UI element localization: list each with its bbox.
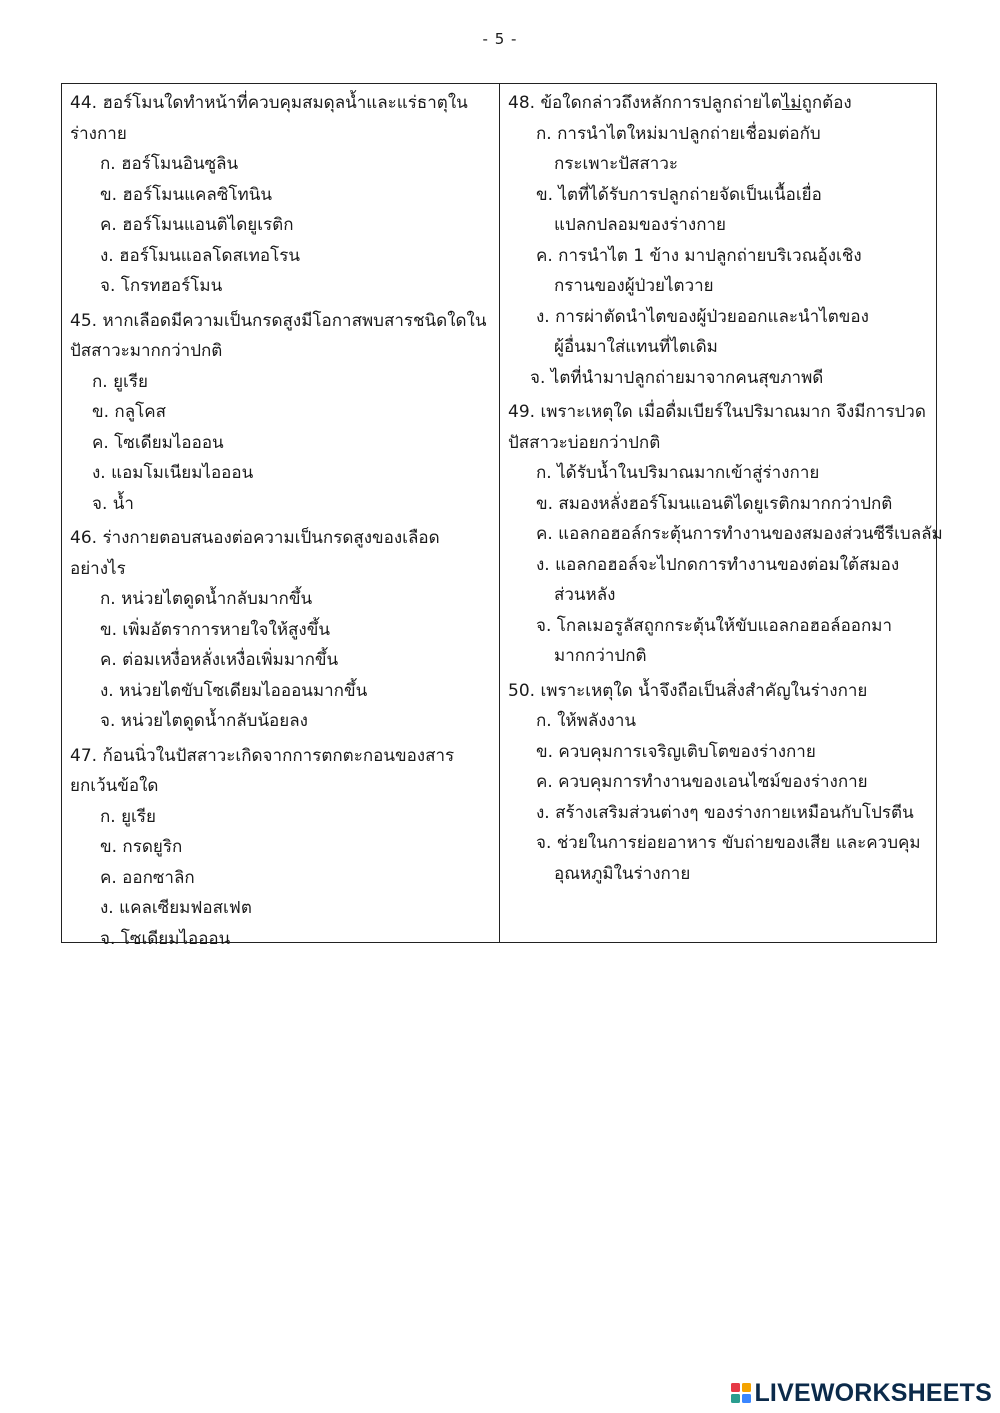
- question-49-choice-c[interactable]: [508, 519, 943, 550]
- question-50-choice-e-line1: จ. ช่วยในการย่อยอาหาร ขับถ่ายของเสีย และควบคุม: [536, 833, 921, 853]
- question-50-choice-b[interactable]: [508, 737, 930, 768]
- question-48-choice-a-line2: กระเพาะปัสสาวะ: [554, 154, 679, 174]
- question-48-stem-negation: ไม่: [781, 93, 802, 113]
- question-48-choice-c[interactable]: [508, 241, 930, 302]
- question-49-choice-e-line1: จ. โกลเมอรูลัสถูกกระตุ้นให้ขับแอลกอฮอล์ออกมา: [536, 615, 893, 636]
- question-50-choice-c[interactable]: [508, 767, 930, 798]
- question-45-choice-a[interactable]: ก. ยูเรีย: [92, 371, 148, 392]
- question-49-choice-b[interactable]: [508, 489, 930, 520]
- question-44-choice-d[interactable]: ง. ฮอร์โมนแอลโดสเทอโรน: [100, 245, 301, 266]
- question-46: [70, 523, 493, 737]
- question-47-choice-c[interactable]: ค. ออกซาลิก: [100, 867, 195, 888]
- question-48-choice-c-line2: กรานของผู้ป่วยไตวาย: [554, 276, 714, 296]
- question-45-choice-e[interactable]: จ. น้ำ: [92, 493, 134, 514]
- question-44: [70, 88, 493, 302]
- question-46-stem-line1: 46. ร่างกายตอบสนองต่อความเป็นกรดสูงของเลือดอย่างไร: [70, 528, 440, 579]
- question-48-choice-a[interactable]: [508, 119, 930, 180]
- question-48-choice-d-line2: ผู้อื่นมาใส่แทนที่ไตเดิม: [554, 337, 718, 357]
- question-50-choice-d-line1: ง. สร้างเสริมส่วนต่างๆ ของร่างกายเหมือนกับโปรตีน: [536, 802, 914, 823]
- question-48-stem-pre: 48. ข้อใดกล่าวถึงหลักการปลูกถ่ายไต: [508, 93, 782, 113]
- question-46-choice-d[interactable]: ง. หน่วยไตขับโซเดียมไอออนมากขึ้น: [100, 680, 368, 701]
- question-47-choice-a[interactable]: ก. ยูเรีย: [100, 806, 156, 827]
- left-column: [62, 84, 500, 949]
- question-49: [508, 397, 943, 672]
- question-46-choice-b[interactable]: ข. เพิ่มอัตราการหายใจให้สูงขึ้น: [100, 619, 330, 640]
- question-50-choice-e[interactable]: [508, 828, 930, 889]
- question-46-choice-c[interactable]: ค. ต่อมเหงื่อหลั่งเหงื่อเพิ่มมากขึ้น: [100, 650, 339, 670]
- question-49-choice-b-line1: ข. สมองหลั่งฮอร์โมนแอนติไดยูเรติกมากกว่าปกติ: [536, 493, 893, 514]
- question-47-stem-line2: ยกเว้นข้อใด: [70, 776, 159, 796]
- question-48-choice-d-line1: ง. การผ่าตัดนำไตของผู้ป่วยออกและนำไตของ: [536, 306, 869, 327]
- question-48-choice-d[interactable]: [508, 302, 930, 363]
- question-49-choice-d-line2: ส่วนหลัง: [554, 585, 616, 605]
- liveworksheets-logo: [731, 1379, 992, 1407]
- question-46-choice-e[interactable]: จ. หน่วยไตดูดน้ำกลับน้อยลง: [100, 711, 308, 731]
- question-49-choice-a[interactable]: [508, 458, 930, 489]
- question-50-stem-line1: 50. เพราะเหตุใด น้ำจึงถือเป็นสิ่งสำคัญในร่างกาย: [508, 680, 868, 701]
- question-47-choice-e[interactable]: จ. โซเดียมไอออน: [100, 928, 231, 949]
- liveworksheets-logo-text: LIVEWORKSHEETS: [754, 1378, 992, 1407]
- question-50: [508, 676, 930, 890]
- question-49-stem-line1: 49. เพราะเหตุใด เมื่อดื่มเบียร์ในปริมาณมาก จึงมีการปวด: [508, 402, 926, 422]
- question-49-choice-a-line1: ก. ได้รับน้ำในปริมาณมากเข้าสู่ร่างกาย: [536, 463, 820, 483]
- question-49-choice-e[interactable]: [508, 611, 930, 672]
- question-48-choice-b[interactable]: [508, 180, 930, 241]
- question-44-choice-b[interactable]: ข. ฮอร์โมนแคลซิโทนิน: [100, 184, 272, 205]
- question-45-choice-c[interactable]: ค. โซเดียมไอออน: [92, 432, 224, 453]
- question-45-stem-line1: 45. หากเลือดมีความเป็นกรดสูงมีโอกาสพบสารชนิดใดใน: [70, 310, 487, 331]
- question-45-choice-b[interactable]: ข. กลูโคส: [92, 402, 167, 422]
- page-number: - 5 -: [482, 30, 518, 48]
- question-50-choice-c-line1: ค. ควบคุมการทำงานของเอนไซม์ของร่างกาย: [536, 772, 868, 792]
- question-47-stem-line1: 47. ก้อนนิ่วในปัสสาวะเกิดจากการตกตะกอนของสาร: [70, 745, 455, 766]
- question-47-choice-d[interactable]: ง. แคลเซียมฟอสเฟต: [100, 898, 252, 918]
- question-50-choice-a[interactable]: [508, 706, 930, 737]
- question-45: [70, 306, 493, 520]
- question-50-choice-b-line1: ข. ควบคุมการเจริญเติบโตของร่างกาย: [536, 741, 816, 762]
- liveworksheets-mark-icon: [731, 1383, 751, 1403]
- question-46-choice-a[interactable]: ก. หน่วยไตดูดน้ำกลับมากขึ้น: [100, 589, 313, 609]
- question-48-choice-b-line2: แปลกปลอมของร่างกาย: [554, 215, 726, 235]
- question-44-stem-line2: ร่างกาย: [70, 123, 127, 144]
- question-49-choice-d[interactable]: [508, 550, 930, 611]
- question-44-stem-line1: 44. ฮอร์โมนใดทำหน้าที่ควบคุมสมดุลน้ำและแร่ธาตุใน: [70, 93, 468, 113]
- question-47: [70, 741, 493, 955]
- question-49-stem-line2: ปัสสาวะบ่อยกว่าปกติ: [508, 432, 661, 453]
- question-45-choice-d[interactable]: ง. แอมโมเนียมไอออน: [92, 463, 254, 483]
- question-48-choice-c-line1: ค. การนำไต 1 ข้าง มาปลูกถ่ายบริเวณอุ้งเชิง: [536, 245, 862, 266]
- question-50-choice-e-line2: อุณหภูมิในร่างกาย: [554, 863, 691, 884]
- right-column: [500, 84, 943, 942]
- question-48-stem: [508, 88, 930, 119]
- question-49-choice-c-line1: ค. แอลกอฮอล์กระตุ้นการทำงานของสมองส่วนซีรีเบลลัม: [536, 524, 943, 544]
- question-48-choice-e-line1: จ. ไตที่นำมาปลูกถ่ายมาจากคนสุขภาพดี: [530, 367, 824, 388]
- question-48-stem-post: ถูกต้อง: [801, 93, 852, 113]
- question-48-choice-a-line1: ก. การนำไตใหม่มาปลูกถ่ายเชื่อมต่อกับ: [536, 123, 821, 144]
- question-48: [508, 88, 930, 393]
- question-49-choice-d-line1: ง. แอลกอฮอล์จะไปกดการทำงานของต่อมใต้สมอง: [536, 554, 900, 575]
- question-44-choice-e[interactable]: จ. โกรทฮอร์โมน: [100, 276, 223, 296]
- question-48-choice-e[interactable]: [508, 363, 930, 394]
- question-44-choice-c[interactable]: ค. ฮอร์โมนแอนติไดยูเรติก: [100, 215, 294, 235]
- question-49-choice-e-line2: มากกว่าปกติ: [554, 646, 647, 666]
- question-47-choice-b[interactable]: ข. กรดยูริก: [100, 837, 183, 857]
- question-44-choice-a[interactable]: ก. ฮอร์โมนอินซูลิน: [100, 154, 239, 174]
- question-48-choice-b-line1: ข. ไตที่ได้รับการปลูกถ่ายจัดเป็นเนื้อเยื่อ: [536, 184, 822, 205]
- question-50-choice-d[interactable]: [508, 798, 930, 829]
- exam-table: [61, 83, 943, 949]
- question-50-choice-a-line1: ก. ให้พลังงาน: [536, 711, 636, 731]
- question-45-stem-line2: ปัสสาวะมากกว่าปกติ: [70, 341, 223, 361]
